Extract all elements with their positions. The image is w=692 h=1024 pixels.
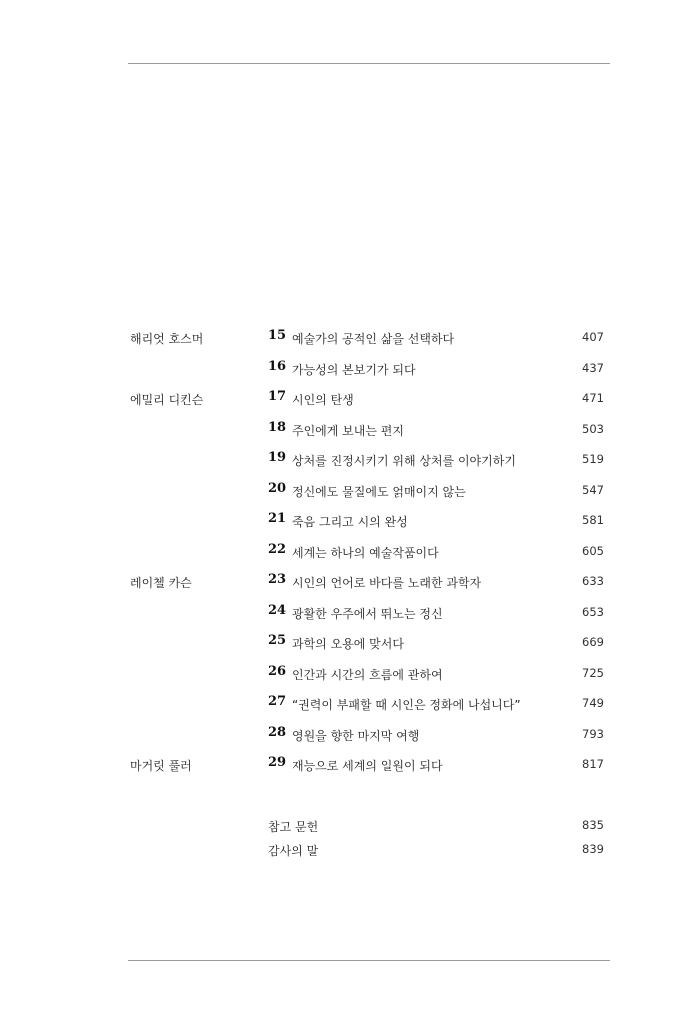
chapter-number: 15 — [268, 328, 287, 343]
toc-row[interactable] — [0, 476, 692, 507]
page-number: 407 — [582, 330, 604, 344]
chapter-number: 18 — [268, 419, 287, 435]
chapter-title: 인간과 시간의 흐름에 관하여 — [292, 667, 443, 682]
toc-row[interactable] — [0, 415, 692, 446]
chapter-title: 광활한 우주에서 뛰노는 정신 — [292, 606, 443, 621]
toc-row[interactable] — [0, 537, 692, 568]
page-number: 519 — [582, 452, 604, 466]
toc-row[interactable] — [0, 354, 692, 385]
chapter-title: 상처를 진정시키기 위해 상처를 이야기하기 — [292, 454, 516, 468]
toc-row[interactable] — [0, 720, 692, 751]
chapter-number: 28 — [268, 724, 287, 740]
top-rule — [128, 63, 610, 64]
chapter-title: “권력이 부패할 때 시인은 정화에 나섭니다” — [292, 698, 521, 712]
page-number: 835 — [582, 818, 604, 832]
chapter-title: 세계는 하나의 예술작품이다 — [292, 545, 439, 560]
toc-row[interactable] — [0, 567, 692, 598]
chapter-number: 24 — [268, 602, 287, 618]
chapter-number: 27 — [268, 694, 287, 709]
back-matter-row[interactable] — [0, 838, 692, 862]
page-number: 471 — [582, 391, 604, 405]
chapter-title: 재능으로 세계의 일원이 되다 — [292, 759, 443, 773]
page-number: 605 — [582, 543, 604, 558]
page-number: 581 — [582, 513, 604, 527]
chapter-number: 16 — [268, 358, 287, 374]
chapter-number: 26 — [268, 663, 287, 679]
page-number: 503 — [582, 421, 604, 436]
toc-row[interactable] — [0, 689, 692, 720]
back-matter-title: 참고 문헌 — [268, 820, 319, 834]
chapter-number: 23 — [268, 572, 287, 587]
chapter-title: 정신에도 물질에도 얽매이지 않는 — [292, 484, 466, 499]
back-matter-title: 감사의 말 — [268, 844, 319, 858]
page-number: 669 — [582, 635, 604, 649]
toc-row[interactable] — [0, 659, 692, 690]
page-number: 437 — [582, 360, 604, 375]
page-number: 547 — [582, 482, 604, 497]
chapter-title: 죽음 그리고 시의 완성 — [292, 515, 408, 529]
toc-row[interactable] — [0, 628, 692, 659]
section-author: 마거릿 풀러 — [130, 759, 192, 773]
page-number: 817 — [582, 757, 604, 771]
section-author: 에밀리 디킨슨 — [130, 393, 204, 407]
page-number: 653 — [582, 604, 604, 619]
table-of-contents — [0, 323, 692, 781]
toc-row[interactable] — [0, 445, 692, 476]
page-number: 633 — [582, 574, 604, 588]
page-number: 749 — [582, 696, 604, 710]
toc-row[interactable] — [0, 750, 692, 781]
page-number: 793 — [582, 726, 604, 741]
back-matter — [0, 814, 692, 862]
chapter-title: 주인에게 보내는 편지 — [292, 423, 404, 438]
page-number: 725 — [582, 665, 604, 680]
chapter-title: 영원을 향한 마지막 여행 — [292, 728, 420, 743]
section-author: 레이첼 카슨 — [130, 576, 192, 590]
toc-row[interactable] — [0, 506, 692, 537]
chapter-title: 가능성의 본보기가 되다 — [292, 362, 416, 377]
toc-row[interactable] — [0, 384, 692, 415]
toc-row[interactable] — [0, 323, 692, 354]
chapter-number: 25 — [268, 633, 287, 648]
chapter-title: 시인의 언어로 바다를 노래한 과학자 — [292, 576, 482, 590]
chapter-number: 22 — [268, 541, 287, 557]
chapter-number: 21 — [268, 511, 287, 526]
chapter-title: 예술가의 공적인 삶을 선택하다 — [292, 332, 455, 346]
page-number: 839 — [582, 842, 604, 856]
section-author: 해리엇 호스머 — [130, 332, 204, 346]
chapter-number: 20 — [268, 480, 287, 496]
chapter-number: 19 — [268, 450, 287, 465]
back-matter-row[interactable] — [0, 814, 692, 838]
chapter-title: 시인의 탄생 — [292, 393, 354, 407]
chapter-number: 17 — [268, 389, 287, 404]
toc-row[interactable] — [0, 598, 692, 629]
chapter-number: 29 — [268, 755, 287, 770]
chapter-title: 과학의 오용에 맞서다 — [292, 637, 404, 651]
bottom-rule — [128, 960, 610, 961]
